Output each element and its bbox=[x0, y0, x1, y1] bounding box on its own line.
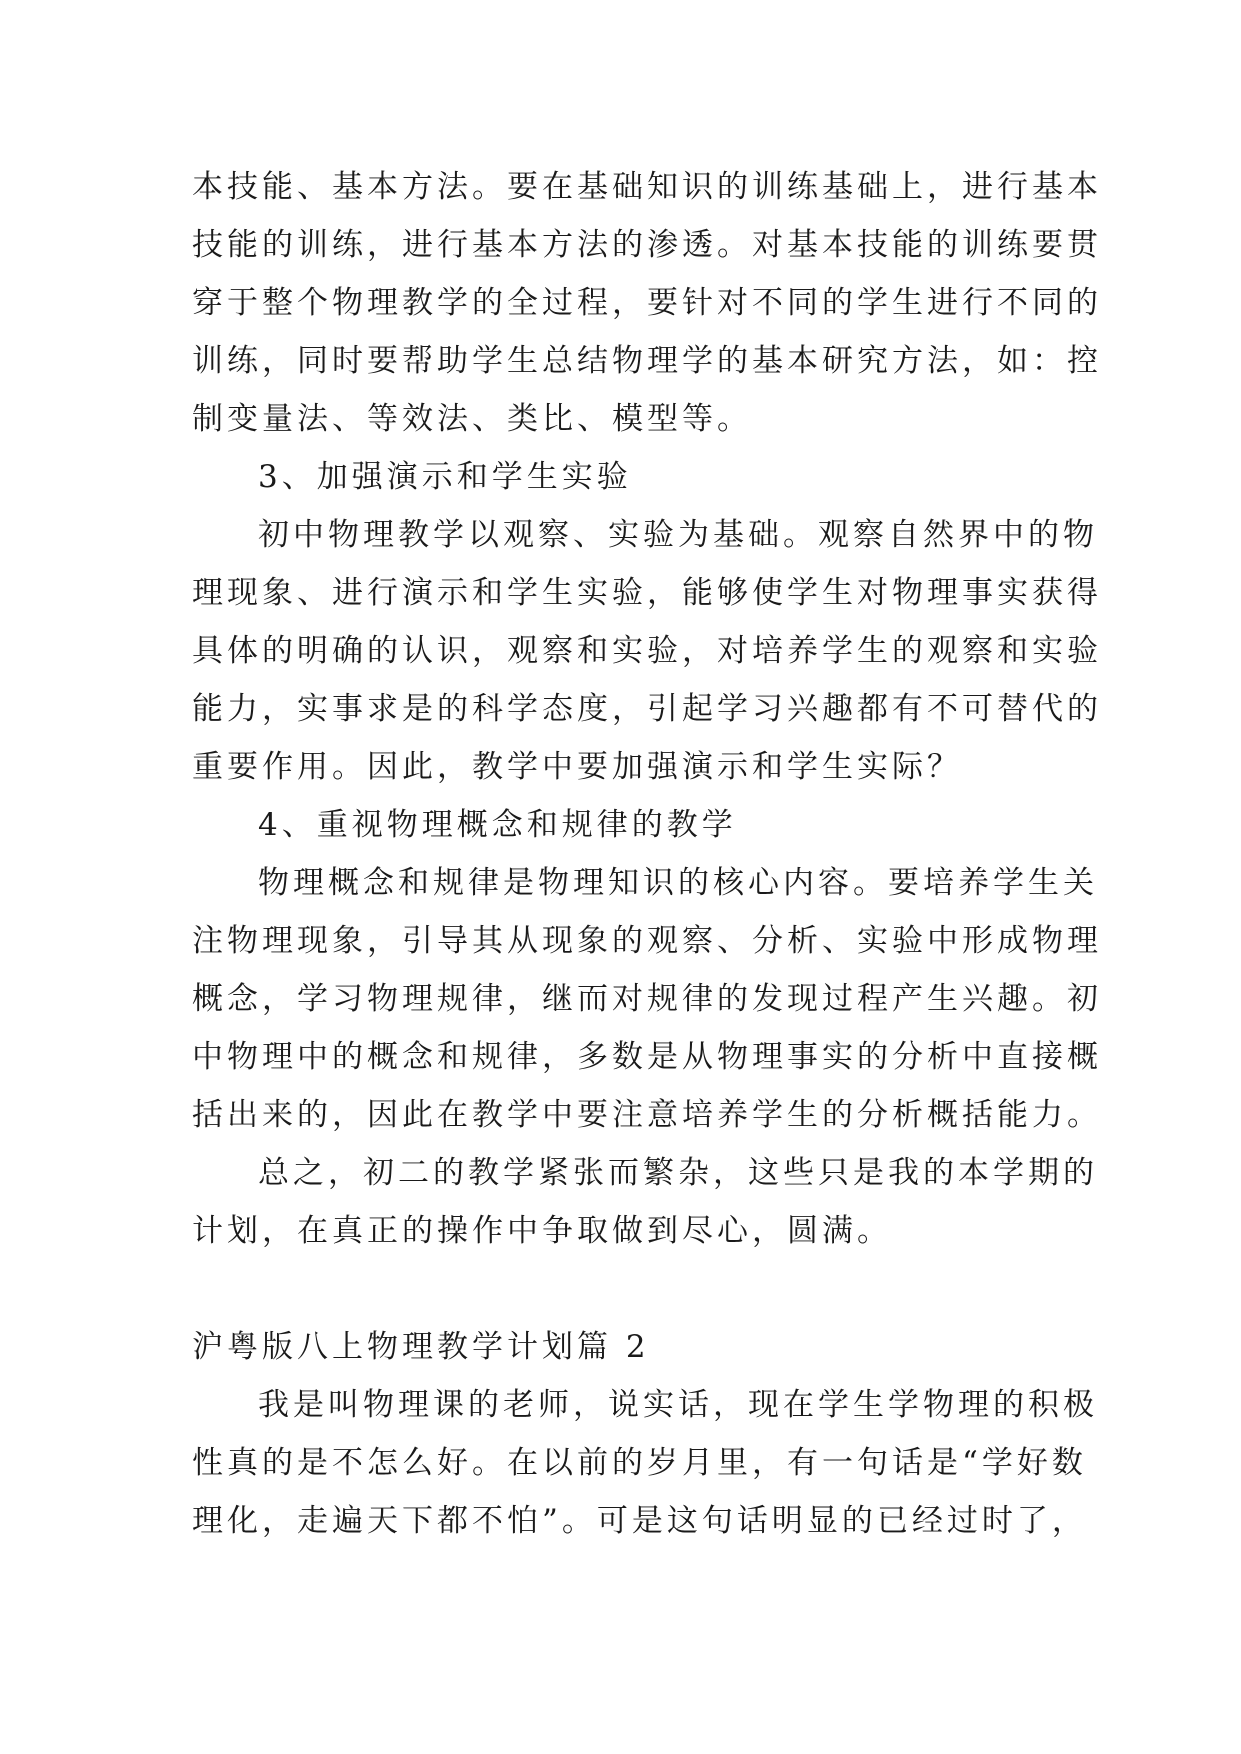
section-heading: 3、加强演示和学生实验 bbox=[258, 459, 632, 495]
text-line: 初中物理教学以观察、实验为基础。观察自然界中的物 bbox=[258, 517, 1098, 553]
document-body bbox=[192, 158, 1102, 1550]
text-line: 训练，同时要帮助学生总结物理学的基本研究方法，如：控 bbox=[192, 343, 1102, 379]
text-line: 物理概念和规律是物理知识的核心内容。要培养学生关 bbox=[258, 865, 1098, 901]
text-line: 能力，实事求是的科学态度，引起学习兴趣都有不可替代的 bbox=[192, 691, 1102, 727]
text-line: 性真的是不怎么好。在以前的岁月里，有一句话是“学好数 bbox=[192, 1445, 1087, 1481]
article-title: 沪粤版八上物理教学计划篇 2 bbox=[192, 1329, 650, 1365]
text-line: 制变量法、等效法、类比、模型等。 bbox=[192, 401, 752, 437]
text-line: 重要作用。因此，教学中要加强演示和学生实际？ bbox=[192, 749, 962, 785]
text-line: 具体的明确的认识，观察和实验，对培养学生的观察和实验 bbox=[192, 633, 1102, 669]
text-line: 理化，走遍天下都不怕”。可是这句话明显的已经过时了， bbox=[192, 1503, 1087, 1539]
blank-line bbox=[192, 1260, 1072, 1318]
text-line: 本技能、基本方法。要在基础知识的训练基础上，进行基本 bbox=[192, 169, 1102, 205]
text-line: 括出来的，因此在教学中要注意培养学生的分析概括能力。 bbox=[192, 1097, 1102, 1133]
text-line: 中物理中的概念和规律，多数是从物理事实的分析中直接概 bbox=[192, 1039, 1102, 1075]
text-line: 理现象、进行演示和学生实验，能够使学生对物理事实获得 bbox=[192, 575, 1102, 611]
text-line: 穿于整个物理教学的全过程，要针对不同的学生进行不同的 bbox=[192, 285, 1102, 321]
text-line: 概念，学习物理规律，继而对规律的发现过程产生兴趣。初 bbox=[192, 981, 1102, 1017]
text-line: 技能的训练，进行基本方法的渗透。对基本技能的训练要贯 bbox=[192, 227, 1102, 263]
text-line: 我是叫物理课的老师，说实话，现在学生学物理的积极 bbox=[258, 1387, 1098, 1423]
text-line: 总之，初二的教学紧张而繁杂，这些只是我的本学期的 bbox=[258, 1155, 1098, 1191]
text-line: 注物理现象，引导其从现象的观察、分析、实验中形成物理 bbox=[192, 923, 1102, 959]
section-heading: 4、重视物理概念和规律的教学 bbox=[258, 807, 737, 843]
text-line: 计划，在真正的操作中争取做到尽心，圆满。 bbox=[192, 1213, 892, 1249]
